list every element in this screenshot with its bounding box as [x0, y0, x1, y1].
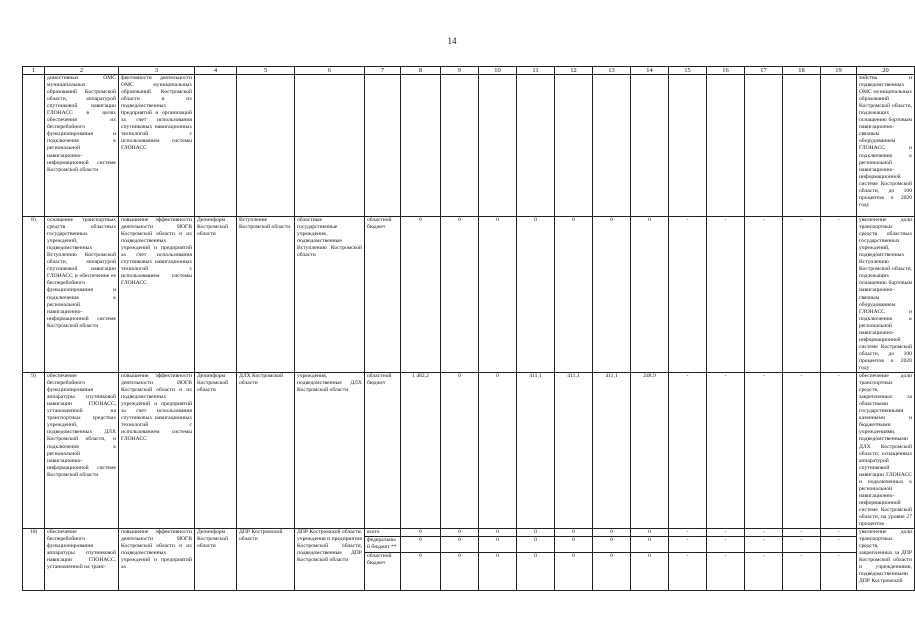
- col-number: 3: [119, 67, 195, 75]
- dash-cell: -: [669, 217, 707, 373]
- value-cell: 0: [517, 537, 555, 553]
- value-cell: 0: [441, 529, 479, 537]
- col-number: 16: [707, 67, 745, 75]
- value-cell: 0: [631, 537, 669, 553]
- dash-cell: -: [783, 217, 821, 373]
- value-cell: 0: [401, 553, 441, 591]
- value-cell: 0: [631, 553, 669, 591]
- expected-result-text: повышение эффективности деятельности ИОГВ Костромской области и их подведомственных учреждений и предприятий за счет использования спутниковых навигационных технологий с использованием системы ГЛОНАСС: [119, 373, 195, 529]
- row-index: 8): [23, 217, 45, 373]
- dash-cell: -: [745, 537, 783, 553]
- dash-cell: -: [669, 553, 707, 591]
- value-cell: 0: [479, 529, 517, 537]
- value-cell: 0: [479, 537, 517, 553]
- col-number: 4: [195, 67, 237, 75]
- value-cell: 0: [631, 217, 669, 373]
- col-number: 1: [23, 67, 45, 75]
- col-number: 11: [517, 67, 555, 75]
- dash-cell: -: [707, 553, 745, 591]
- expected-result-text: фективности деятельности ОМС муниципальных образований Костромской области и их подведомственных предприятий и организаций за счет использования спутниковых навигационных технологий с использованием системы ГЛОНАСС: [119, 75, 195, 217]
- dash-cell: -: [821, 373, 857, 529]
- measure-text: оснащение транспортных средств областных государственных учреждений, подведомственных Вступлению Костромской области, аппаратурой спутниковой навигации ГЛОНАСС и обеспечение ее бесперебойного функционирования и подключения к региональной навигационно-информационной системе Костромской области: [45, 217, 119, 373]
- table-row: [23, 217, 915, 373]
- coexecutor: ДПР Костромской области: [237, 529, 295, 591]
- col-number: 2: [45, 67, 119, 75]
- measure-text: обеспечение бесперебойного функционирования аппаратуры спутниковой навигации ГЛОНАСС, установленной на транспортных средствах учреждений, подведомственных ДЛХ Костромской области, и подключения к региональной навигационно-информационной системе Костромской области: [45, 373, 119, 529]
- expected-result-text: повышение эффективности деятельности ИОГВ Костромской области и их подведомственных учреждений и предприятий за счет использования спутниковых навигационных технологий с использованием системы ГЛОНАСС: [119, 217, 195, 373]
- value-cell: 0: [555, 217, 593, 373]
- col-number: 12: [555, 67, 593, 75]
- dash-cell: -: [707, 217, 745, 373]
- expected-result-text: повышение эффективности деятельности ИОГВ Костромской области и их подведомственных учреждений и предприятий за: [119, 529, 195, 591]
- value-cell: 411,1: [555, 373, 593, 529]
- dash-cell: -: [745, 373, 783, 529]
- col-number: 17: [745, 67, 783, 75]
- dash-cell: -: [783, 553, 821, 591]
- col-number: 5: [237, 67, 295, 75]
- table-row: [23, 529, 915, 537]
- value-cell: 0: [631, 529, 669, 537]
- column-number-row: [23, 67, 915, 75]
- dash-cell: -: [783, 537, 821, 553]
- value-cell: 0: [441, 553, 479, 591]
- value-cell: 0: [479, 217, 517, 373]
- dash-cell: -: [707, 529, 745, 537]
- col-number: 14: [631, 67, 669, 75]
- col-number: 8: [401, 67, 441, 75]
- target-indicator-text: увеличение доли транспортных средств областных государственных учреждений, подведомственных Вступлению Костромской области, подлежащих оснащению бортовым навигационно-связным оборудованием ГЛОНАСС и подключению к региональной навигационно-информационной системе Костромской области, до 100 процентов к 2020 году: [857, 217, 915, 373]
- participants: ДПР Костромской области, учреждения и предприятия Костромской области, подведомственные ДПР Костромской области: [295, 529, 365, 591]
- value-cell: 0: [593, 529, 631, 537]
- value-cell: 0: [441, 217, 479, 373]
- dash-cell: -: [707, 373, 745, 529]
- value-cell: 0: [517, 217, 555, 373]
- value-cell: 0: [517, 529, 555, 537]
- value-cell: 0: [441, 537, 479, 553]
- value-cell: 0: [593, 217, 631, 373]
- value-cell: 0: [479, 373, 517, 529]
- value-cell: 0: [555, 537, 593, 553]
- value-cell: 0: [517, 553, 555, 591]
- value-cell: 1 482,2: [401, 373, 441, 529]
- col-number: 10: [479, 67, 517, 75]
- dash-cell: -: [745, 217, 783, 373]
- coexecutor: Вступление Костромской области: [237, 217, 295, 373]
- coexecutor: ДЛХ Костромской области: [237, 373, 295, 529]
- col-number: 9: [441, 67, 479, 75]
- participants: учреждения, подведомственные ДЛХ Костромской области: [295, 373, 365, 529]
- dash-cell: -: [821, 537, 857, 553]
- dash-cell: -: [821, 217, 857, 373]
- table-row: [23, 373, 915, 529]
- value-cell: 0: [441, 373, 479, 529]
- value-cell: 0: [401, 217, 441, 373]
- value-cell: 0: [593, 553, 631, 591]
- dash-cell: -: [821, 553, 857, 591]
- executor: Депинформ Костромской области: [195, 217, 237, 373]
- dash-cell: -: [669, 537, 707, 553]
- row-index: 9): [23, 373, 45, 529]
- col-number: 20: [857, 67, 915, 75]
- col-number: 6: [295, 67, 365, 75]
- funding-source: всего: [365, 529, 401, 537]
- value-cell: 0: [401, 529, 441, 537]
- col-number: 19: [821, 67, 857, 75]
- dash-cell: -: [783, 373, 821, 529]
- dash-cell: -: [783, 529, 821, 537]
- funding-source: областной бюджет: [365, 373, 401, 529]
- funding-source: областной бюджет: [365, 217, 401, 373]
- value-cell: 0: [555, 553, 593, 591]
- executor: Депинформ Костромской области: [195, 529, 237, 591]
- participants: областные государственные учреждения, подведомственные Вступлению Костромской области: [295, 217, 365, 373]
- executor: Депинформ Костромской области: [195, 373, 237, 529]
- target-indicator-text: обеспечение доли транспортных средств, закрепленных за областными государственными казенными и бюджетными учреждениями, подведомственными ДЛХ Костромской области, оснащенных аппаратурой спутниковой навигации ГЛОНАСС и подключенных к региональной навигационно-информационной системе Костромской области, на уровне 27 процентов: [857, 373, 915, 529]
- value-cell: 248,9: [631, 373, 669, 529]
- col-number: 18: [783, 67, 821, 75]
- row-index: 10): [23, 529, 45, 591]
- dash-cell: -: [745, 529, 783, 537]
- col-number: 7: [365, 67, 401, 75]
- dash-cell: -: [821, 529, 857, 537]
- target-indicator-text: зийства и подведомственных ОМС муниципальных образований Костромской области, подлежащих оснащению бортовым навигационно-связным оборудованием ГЛОНАСС и подключению к региональной навигационно-информационной системе Костромской области, до 100 процентов к 2020 году: [857, 75, 915, 217]
- value-cell: 411,1: [593, 373, 631, 529]
- program-table: [22, 66, 915, 591]
- col-number: 15: [669, 67, 707, 75]
- measure-text: обеспечение бесперебойного функционирования аппаратуры спутниковой навигации ГЛОНАСС, установленной на транс-: [45, 529, 119, 591]
- dash-cell: -: [745, 553, 783, 591]
- value-cell: 0: [401, 537, 441, 553]
- col-number: 13: [593, 67, 631, 75]
- target-indicator-text: увеличение доли транспортных средств, закрепленных за ДПР Костромской области и учреждениями, подведомственными ДПР Костромской: [857, 529, 915, 591]
- value-cell: 0: [555, 529, 593, 537]
- dash-cell: -: [707, 537, 745, 553]
- dash-cell: -: [669, 373, 707, 529]
- dash-cell: -: [669, 529, 707, 537]
- value-cell: 411,1: [517, 373, 555, 529]
- measure-text: доместивных ОМС муниципальных образований Костромской области, аппаратурой спутниковой навигации ГЛОНАСС в целях обеспечения их бесперебойного функционирования и подключения к региональной навигационно-информационной системе Костромской области: [45, 75, 119, 217]
- value-cell: 0: [593, 537, 631, 553]
- table-row-continued: [23, 75, 915, 217]
- page-number: 14: [447, 36, 457, 46]
- funding-source: областной бюджет: [365, 553, 401, 591]
- value-cell: 0: [479, 553, 517, 591]
- funding-source: федеральный бюджет **: [365, 537, 401, 553]
